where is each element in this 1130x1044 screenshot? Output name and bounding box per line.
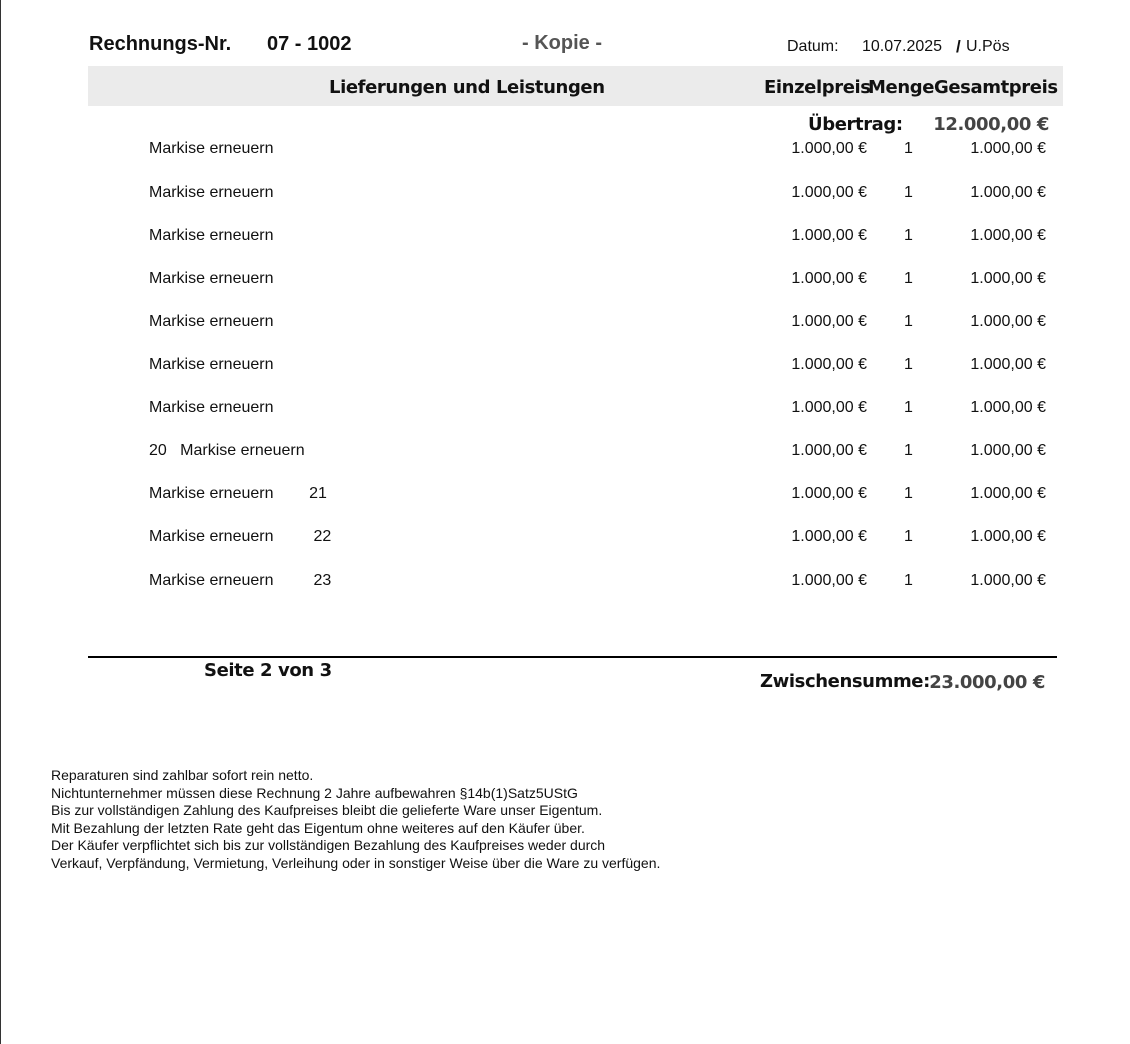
subtotal-label: Zwischensumme: (760, 671, 930, 692)
item-description: Markise erneuern (149, 270, 274, 287)
item-unit-price: 1.000,00 € (791, 572, 867, 589)
item-quantity: 1 (904, 313, 913, 330)
terms-line: Bis zur vollständigen Zahlung des Kaufpreises bleibt die gelieferte Ware unser Eigentum. (51, 802, 603, 819)
table-row (0, 270, 1130, 292)
item-quantity: 1 (904, 485, 913, 502)
item-total: 1.000,00 € (970, 485, 1046, 502)
terms-line: Der Käufer verpflichtet sich bis zur vollständigen Bezahlung des Kaufpreises weder durch (51, 837, 606, 854)
item-quantity: 1 (904, 442, 913, 459)
item-description: Markise erneuern 23 (149, 572, 332, 589)
item-quantity: 1 (904, 356, 913, 373)
column-header-description: Lieferungen und Leistungen (329, 77, 605, 98)
date-label: Datum: (787, 38, 839, 55)
user-initials: U.Pös (966, 38, 1010, 55)
column-header-total: Gesamtpreis (934, 77, 1058, 98)
item-total: 1.000,00 € (970, 184, 1046, 201)
table-row (0, 313, 1130, 335)
item-description: Markise erneuern 22 (149, 528, 332, 545)
item-total: 1.000,00 € (970, 313, 1046, 330)
item-description: Markise erneuern (149, 140, 274, 157)
item-quantity: 1 (904, 399, 913, 416)
table-row (0, 227, 1130, 249)
item-unit-price: 1.000,00 € (791, 313, 867, 330)
item-total: 1.000,00 € (970, 227, 1046, 244)
table-row (0, 399, 1130, 421)
subtotal-divider (88, 656, 1057, 658)
item-description: Markise erneuern (149, 313, 274, 330)
item-quantity: 1 (904, 140, 913, 157)
item-description: Markise erneuern (149, 227, 274, 244)
item-quantity: 1 (904, 528, 913, 545)
terms-text (51, 767, 660, 873)
table-row (0, 140, 1130, 162)
item-unit-price: 1.000,00 € (791, 184, 867, 201)
item-total: 1.000,00 € (970, 442, 1046, 459)
item-quantity: 1 (904, 227, 913, 244)
item-unit-price: 1.000,00 € (791, 442, 867, 459)
invoice-number: 07 - 1002 (267, 33, 352, 55)
terms-line: Nichtunternehmer müssen diese Rechnung 2 Jahre aufbewahren §14b(1)Satz5UStG (51, 784, 578, 801)
terms-line: Reparaturen sind zahlbar sofort rein netto. (51, 767, 314, 783)
item-unit-price: 1.000,00 € (791, 270, 867, 287)
carryover-label: Übertrag: (808, 114, 903, 135)
item-quantity: 1 (904, 184, 913, 201)
item-description: Markise erneuern (149, 356, 274, 373)
date-value: 10.07.2025 (862, 38, 943, 55)
item-total: 1.000,00 € (970, 572, 1046, 589)
subtotal-value: 23.000,00 € (929, 672, 1045, 693)
item-unit-price: 1.000,00 € (791, 356, 867, 373)
item-total: 1.000,00 € (970, 399, 1046, 416)
table-row (0, 442, 1130, 464)
table-row (0, 184, 1130, 206)
item-description: Markise erneuern 21 (149, 485, 327, 502)
item-unit-price: 1.000,00 € (791, 399, 867, 416)
item-unit-price: 1.000,00 € (791, 485, 867, 502)
item-unit-price: 1.000,00 € (791, 528, 867, 545)
table-row (0, 528, 1130, 550)
terms-line: Mit Bezahlung der letzten Rate geht das Eigentum ohne weiteres auf den Käufer über. (51, 819, 585, 836)
table-row (0, 572, 1130, 594)
carryover-value: 12.000,00 € (933, 114, 1049, 135)
item-quantity: 1 (904, 270, 913, 287)
item-description: Markise erneuern (149, 399, 274, 416)
column-header-quantity: Menge (868, 77, 935, 98)
item-total: 1.000,00 € (970, 528, 1046, 545)
page-info: Seite 2 von 3 (204, 660, 332, 681)
item-total: 1.000,00 € (970, 140, 1046, 157)
item-description: 20 Markise erneuern (149, 442, 305, 459)
item-unit-price: 1.000,00 € (791, 140, 867, 157)
invoice-number-label: Rechnungs-Nr. (89, 33, 232, 55)
item-unit-price: 1.000,00 € (791, 227, 867, 244)
item-quantity: 1 (904, 572, 913, 589)
terms-line: Verkauf, Verpfändung, Vermietung, Verleihung oder in sonstiger Weise über die Ware zu verfügen. (51, 854, 661, 871)
item-total: 1.000,00 € (970, 270, 1046, 287)
column-header-unit-price: Einzelpreis (764, 77, 871, 98)
item-description: Markise erneuern (149, 184, 274, 201)
date-user-separator: / (956, 37, 961, 56)
table-row (0, 485, 1130, 507)
table-row (0, 356, 1130, 378)
item-total: 1.000,00 € (970, 356, 1046, 373)
copy-mark: - Kopie - (522, 32, 602, 54)
